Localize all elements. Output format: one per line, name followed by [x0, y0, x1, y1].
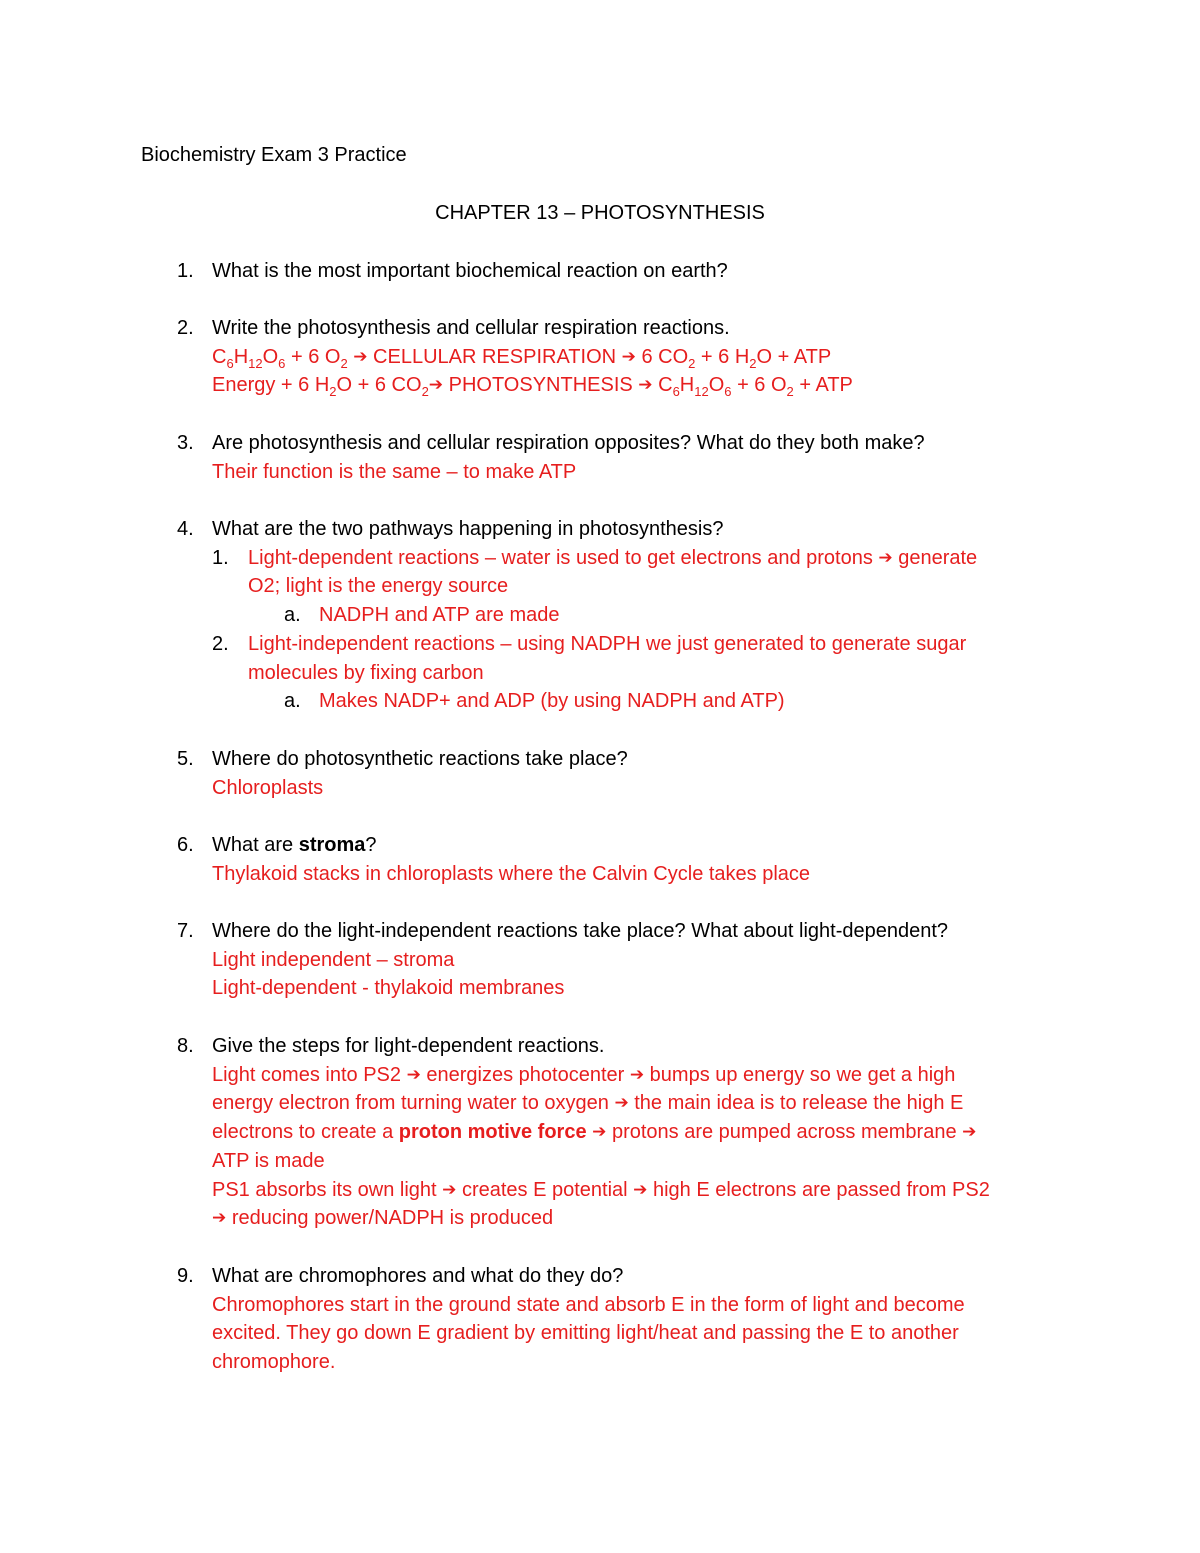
answer-text: Light independent – stroma [212, 948, 455, 971]
arrow-right-icon: ➔ [629, 1064, 645, 1084]
question-text: What are chromophores and what do they do? [212, 1265, 624, 1287]
question-1 [141, 257, 1061, 286]
answer-text: Light comes into PS2 ➔ energizes photocenter ➔ bumps up energy so we get a high energy electron from turning water to oxygen ➔ the main idea is to release the high E electrons to create a proton motive force ➔ protons are pumped across membrane ➔ ATP is made PS1 absorbs its own light ➔ creates E potential ➔ high E electrons are passed from PS2 ➔ reducing power/NADPH is produced [212, 1061, 1061, 1233]
arrow-right-icon: ➔ [212, 1208, 227, 1228]
answer-text: Chloroplasts [212, 776, 324, 799]
arrow-right-icon: ➔ [428, 375, 444, 395]
question-text: Give the steps for light-dependent reactions. [212, 1035, 605, 1057]
arrow-right-icon: ➔ [621, 346, 636, 366]
question-number: 8. [177, 1035, 194, 1057]
question-5 [141, 745, 1061, 802]
question-text: Are photosynthesis and cellular respiration opposites? What do they both make? [212, 432, 925, 454]
arrow-right-icon: ➔ [962, 1122, 977, 1142]
question-3 [141, 429, 1061, 486]
question-number: 6. [177, 834, 194, 856]
question-number: 4. [177, 518, 194, 540]
answer-text: excited. They go down E gradient by emitting light/heat and passing the E to another [212, 1322, 959, 1345]
answer-text: Their function is the same – to make ATP [212, 460, 577, 483]
question-number: 7. [177, 920, 194, 942]
question-text: What are the two pathways happening in photosynthesis? [212, 518, 724, 540]
question-number: 5. [177, 748, 194, 770]
question-number: 2. [177, 317, 194, 339]
arrow-right-icon: ➔ [353, 346, 368, 366]
photosynthesis-reaction: Energy + 6 $H_2O + 6$ $CO_2➔$ PHOTOSYNTHESIS ➔ $C_6H_{12}O_6 + 6$ $O_2$ + ATP [212, 371, 1061, 400]
question-text: Where do the light-independent reactions take place? What about light-dependent? [212, 920, 949, 942]
answer-text: Chromophores start in the ground state and absorb E in the form of light and become [212, 1293, 965, 1316]
question-text: Where do photosynthetic reactions take place? [212, 748, 628, 770]
respiration-reaction: $C_6H_{12}O_6 + 6$ $O_2$ ➔ CELLULAR RESPIRATION ➔ 6 $CO_2 + 6$ $H_2O$ + ATP [212, 343, 1061, 372]
pathway-item: 2. Light-independent reactions – using NADPH we just generated to generate sugar molecules by fixing carbon a. Makes NADP+ and ADP (by using NADPH and ATP) [212, 632, 967, 713]
question-number: 1. [177, 260, 194, 282]
chapter-heading: CHAPTER 13 – PHOTOSYNTHESIS [435, 202, 765, 224]
pathway-item: 1. Light-dependent reactions – water is used to get electrons and protons ➔ generate O2; light is the energy source a. NADPH and ATP are made [248, 544, 1061, 630]
question-2 [141, 314, 1061, 400]
answer-text: Thylakoid stacks in chloroplasts where the Calvin Cycle takes place [212, 862, 811, 885]
arrow-right-icon: ➔ [592, 1122, 607, 1142]
question-text: What are stroma? [212, 834, 377, 856]
arrow-right-icon: ➔ [878, 547, 893, 567]
question-text: Write the photosynthesis and cellular respiration reactions. [212, 317, 730, 339]
arrow-right-icon: ➔ [614, 1093, 629, 1113]
question-9 [141, 1262, 1061, 1377]
arrow-right-icon: ➔ [633, 1179, 648, 1199]
arrow-right-icon: ➔ [638, 375, 653, 395]
question-4 [141, 515, 1061, 716]
arrow-right-icon: ➔ [442, 1179, 457, 1199]
arrow-right-icon: ➔ [406, 1064, 421, 1084]
question-8 [141, 1032, 1061, 1233]
question-6 [141, 831, 1061, 888]
question-7 [141, 917, 1061, 1003]
question-number: 9. [177, 1265, 194, 1287]
answer-text: chromophore. [212, 1351, 336, 1374]
document-title: Biochemistry Exam 3 Practice [141, 144, 407, 166]
question-text: What is the most important biochemical reaction on earth? [212, 260, 728, 282]
question-number: 3. [177, 432, 194, 454]
answer-text: Light-dependent - thylakoid membranes [212, 977, 565, 1000]
